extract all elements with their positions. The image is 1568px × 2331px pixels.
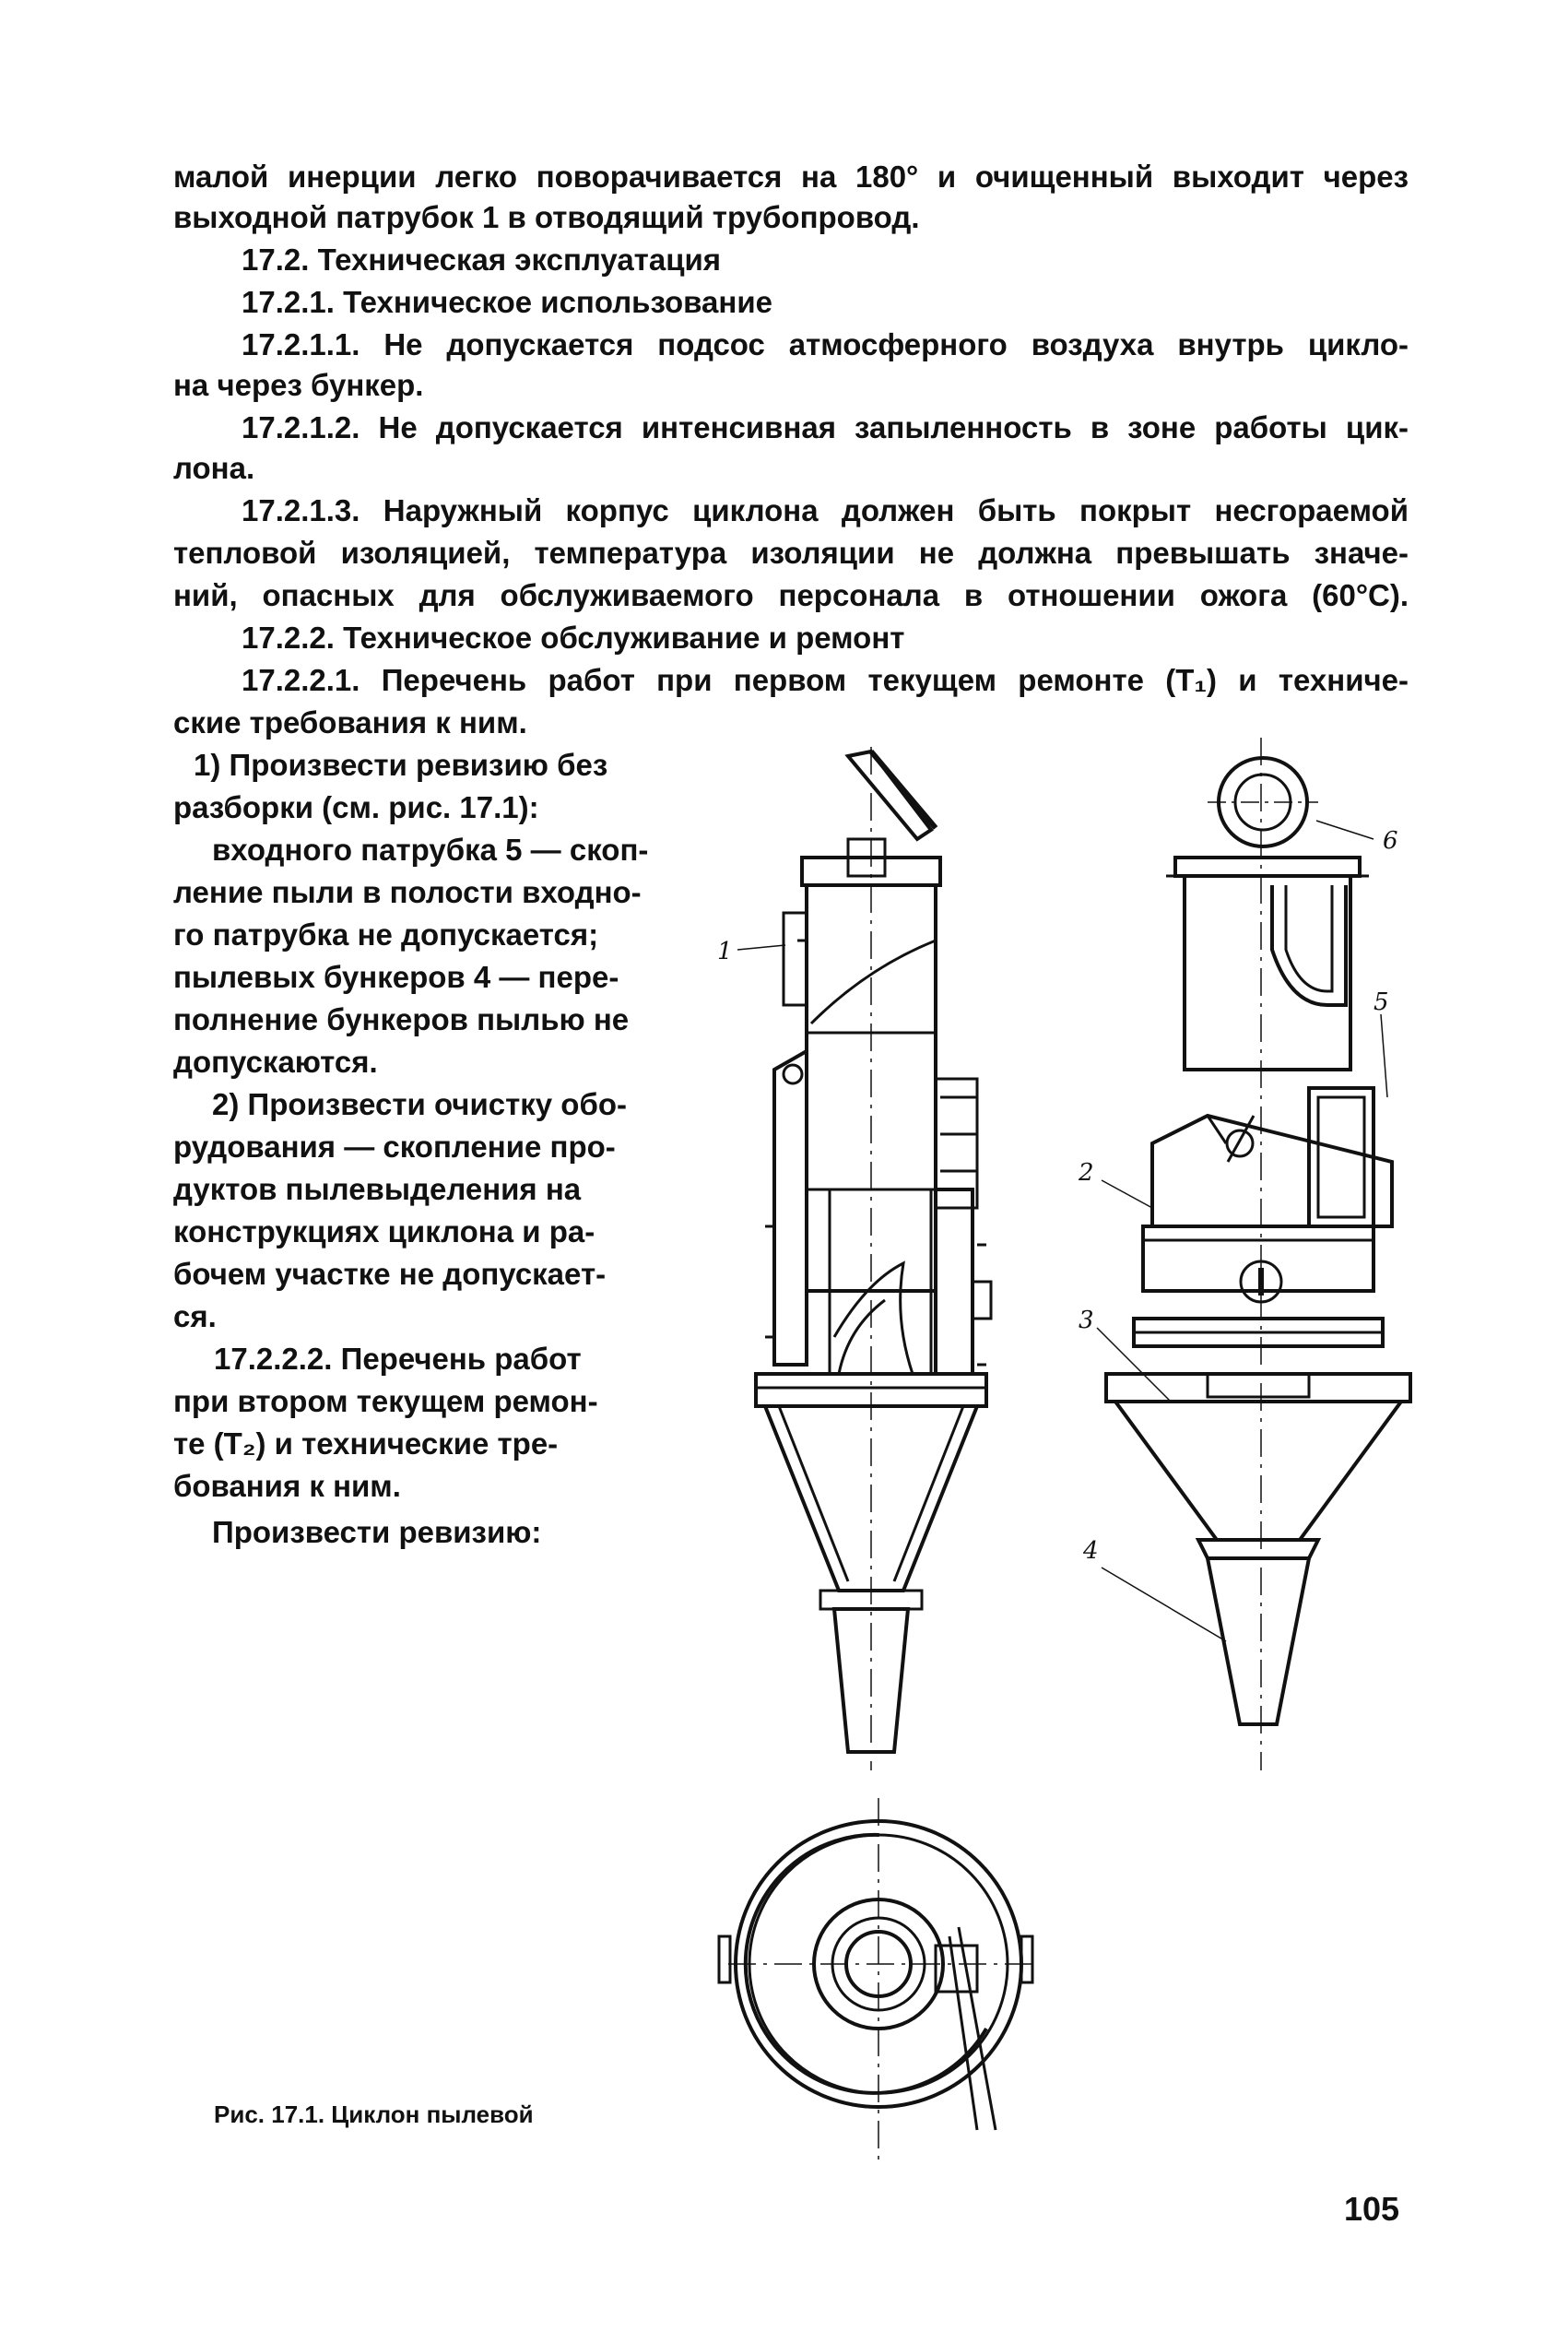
paragraph-line: 17.2.1.1. Не допускается подсос атмосферного воздуха внутрь цикло- <box>242 327 1409 361</box>
paragraph-line: лона. <box>173 451 255 485</box>
callout-label: 6 <box>1383 827 1398 855</box>
cyclone-section-view <box>756 747 991 1770</box>
paragraph-line: 17.2.2.1. Перечень работ при первом текущем ремонте (T₁) и техниче- <box>242 663 1409 697</box>
paragraph-line: 17.2.1.2. Не допускается интенсивная запыленность в зоне работы цик- <box>242 410 1409 444</box>
figure-caption: Рис. 17.1. Циклон пылевой <box>214 2100 534 2128</box>
text-line: малой инерции легко поворачивается на 180° и очищенный выходит через <box>173 160 1409 194</box>
column-line: дуктов пылевыделения на <box>173 1172 582 1206</box>
callout-label: 1 <box>717 938 733 965</box>
column-line: бования к ним. <box>173 1469 401 1503</box>
column-line: ление пыли в полости входно- <box>173 875 642 909</box>
cyclone-drawing <box>710 728 1420 2167</box>
column-line: разборки (см. рис. 17.1): <box>173 790 539 824</box>
text-line: выходной патрубок 1 в отводящий трубопровод. <box>173 200 920 234</box>
paragraph-line: ские требования к ним. <box>173 705 527 740</box>
column-line: входного патрубка 5 — скоп- <box>212 833 649 867</box>
subsection-heading: 17.2.1. Техническое использование <box>242 285 772 319</box>
column-line: го патрубка не допускается; <box>173 917 599 952</box>
column-line: при втором текущем ремон- <box>173 1384 598 1418</box>
callout-labels <box>717 821 1398 1641</box>
column-line: Произвести ревизию: <box>212 1515 542 1549</box>
column-line: ся. <box>173 1299 217 1333</box>
callout-label: 2 <box>1079 1159 1094 1187</box>
callout-label: 4 <box>1083 1537 1099 1565</box>
column-line: 17.2.2.2. Перечень работ <box>214 1342 582 1376</box>
cyclone-plan-view <box>719 1798 1032 2167</box>
column-line: те (T₂) и технические тре- <box>173 1426 559 1461</box>
section-heading: 17.2. Техническая эксплуатация <box>242 243 722 277</box>
column-line: бочем участке не допускает- <box>173 1257 607 1291</box>
column-line: полнение бункеров пылью не <box>173 1002 630 1036</box>
paragraph-line: на через бункер. <box>173 368 424 402</box>
column-line: допускаются. <box>173 1045 378 1079</box>
paragraph-line: тепловой изоляцией, температура изоляции не должна превышать значе- <box>173 536 1409 570</box>
paragraph-line: ний, опасных для обслуживаемого персонала в отношении ожога (60°С). <box>173 578 1409 612</box>
paragraph-line: 17.2.1.3. Наружный корпус циклона должен быть покрыт несгораемой <box>242 493 1409 527</box>
cyclone-exterior-view <box>1106 738 1410 1770</box>
column-line: 1) Произвести ревизию без <box>194 748 608 782</box>
column-line: конструкциях циклона и ра- <box>173 1214 595 1248</box>
page-number: 105 <box>1344 2190 1400 2228</box>
column-line: 2) Произвести очистку обо- <box>212 1087 627 1121</box>
column-line: пылевых бункеров 4 — пере- <box>173 960 619 994</box>
column-line: рудования — скопление про- <box>173 1130 616 1164</box>
callout-label: 5 <box>1373 988 1389 1016</box>
subsection-heading: 17.2.2. Техническое обслуживание и ремонт <box>242 621 905 655</box>
callout-label: 3 <box>1079 1307 1094 1334</box>
